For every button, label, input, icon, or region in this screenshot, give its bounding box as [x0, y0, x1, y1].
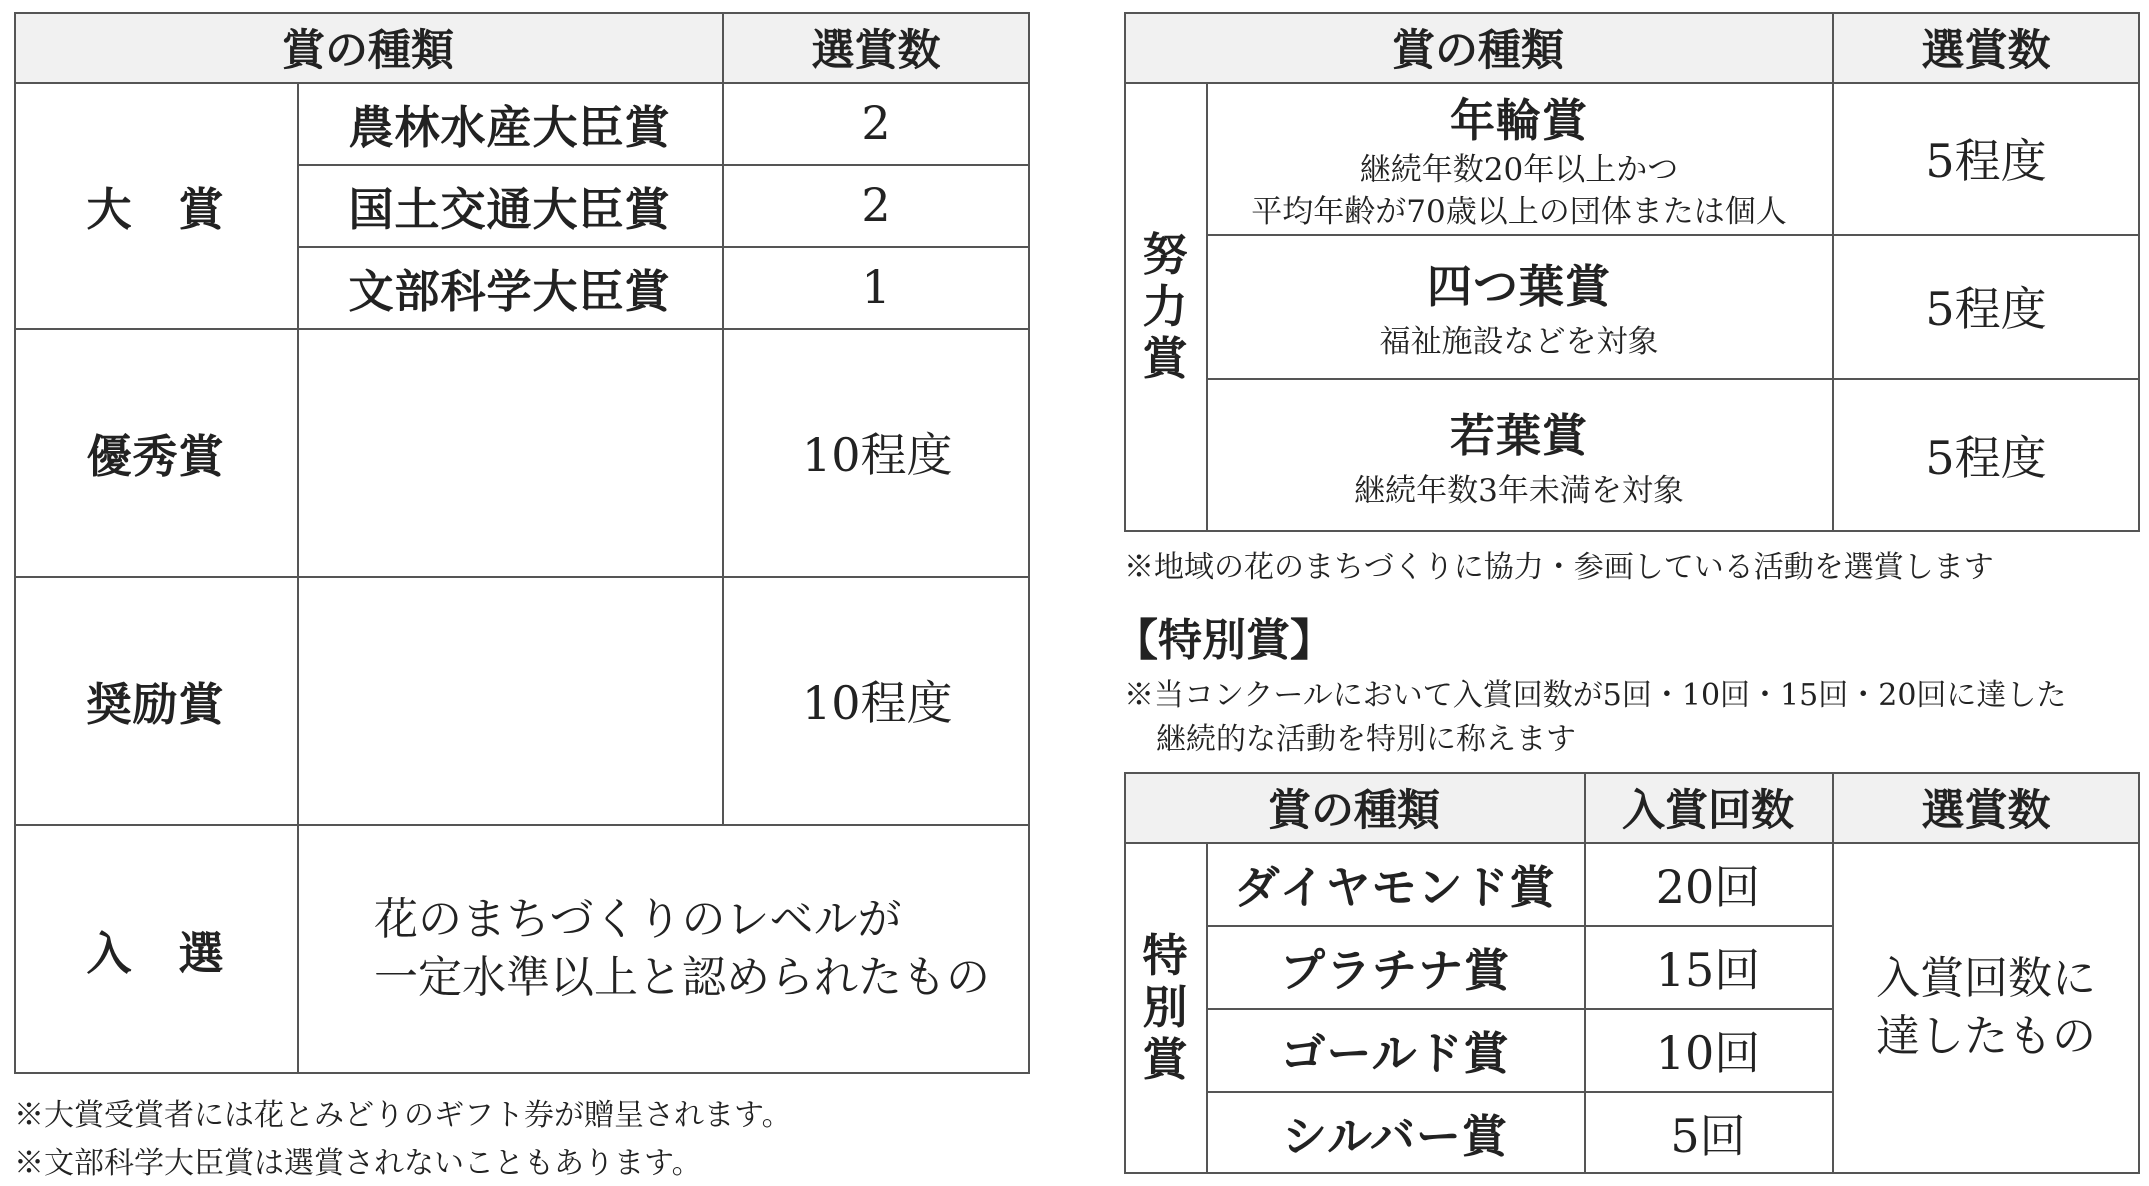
- minister-education-prize: 文部科学大臣賞: [348, 264, 671, 318]
- nenrin-prize: [1206, 82, 1832, 234]
- silver-prize: シルバー賞: [1282, 1110, 1508, 1163]
- special-awards-table: [1124, 772, 2140, 1174]
- selected-prize-label: 入 選: [86, 926, 225, 980]
- left-note-2: ※文部科学大臣賞は選賞されないこともあります。: [14, 1146, 702, 1181]
- excellence-prize-count: 10程度: [802, 428, 953, 482]
- gold-prize-wins: 10回: [1655, 1025, 1761, 1080]
- diamond-prize-wins: 20回: [1655, 859, 1761, 914]
- main-awards-table: [14, 12, 1030, 1074]
- left-note-1: ※大賞受賞者には花とみどりのギフト券が贈呈されます。: [14, 1098, 792, 1133]
- selected-description-line-2: 一定水準以上と認められたもの: [374, 952, 990, 1003]
- special-count-line-2: 達したもの: [1876, 1011, 2096, 1062]
- diamond-prize: ダイヤモンド賞: [1234, 861, 1556, 914]
- effort-prize-group-label: [1124, 82, 1206, 532]
- effort-awards-table: [1124, 12, 2140, 532]
- special-note-1: ※当コンクールにおいて入賞回数が5回・10回・15回・20回に達した: [1124, 678, 2067, 713]
- special-header-type: 賞の種類: [1124, 772, 1584, 842]
- yotsuba-prize-name: 四つ葉賞: [1426, 259, 1611, 313]
- effort-header-type: 賞の種類: [1124, 12, 1832, 82]
- special-label-char-3: 賞: [1142, 1033, 1188, 1086]
- header-award-type: 賞の種類: [14, 12, 722, 82]
- nenrin-prize-desc-2: 平均年齢が70歳以上の団体または個人: [1251, 193, 1787, 230]
- special-prize-heading: 【特別賞】: [1114, 615, 1334, 666]
- effort-note: ※地域の花のまちづくりに協力・参画している活動を選賞します: [1124, 550, 1994, 585]
- platinum-prize-wins: 15回: [1655, 942, 1761, 997]
- gold-prize: ゴールド賞: [1280, 1027, 1510, 1080]
- effort-header-count: 選賞数: [1832, 12, 2140, 82]
- special-label-char-2: 別: [1142, 981, 1188, 1034]
- wakaba-prize-name: 若葉賞: [1449, 408, 1588, 462]
- silver-prize-wins: 5回: [1670, 1108, 1746, 1163]
- wakaba-prize: [1206, 378, 1832, 532]
- yotsuba-prize-count: 5程度: [1925, 282, 2047, 336]
- minister-land-prize: 国土交通大臣賞: [348, 182, 671, 236]
- special-count-line-1: 入賞回数に: [1876, 953, 2096, 1004]
- yotsuba-prize: [1206, 234, 1832, 378]
- selected-prize-description: [297, 824, 1030, 1074]
- wakaba-prize-count: 5程度: [1925, 431, 2047, 485]
- special-label-char-1: 特: [1142, 929, 1188, 982]
- encouragement-prize-count: 10程度: [802, 676, 953, 730]
- effort-label-char-1: 努: [1142, 228, 1188, 281]
- yotsuba-prize-desc: 福祉施設などを対象: [1379, 323, 1659, 360]
- nenrin-prize-desc-1: 継続年数20年以上かつ: [1359, 151, 1679, 188]
- encouragement-prize-label: 奨励賞: [86, 677, 225, 731]
- special-prize-count: [1832, 842, 2140, 1174]
- platinum-prize: プラチナ賞: [1279, 944, 1510, 997]
- special-note-2: 継続的な活動を特別に称えます: [1156, 722, 1576, 757]
- grand-prize-label: 大 賞: [86, 182, 225, 236]
- nenrin-prize-count: 5程度: [1925, 134, 2047, 188]
- minister-education-count: 1: [861, 260, 891, 314]
- special-prize-group-label: [1124, 842, 1206, 1174]
- special-header-count: 選賞数: [1832, 772, 2140, 842]
- effort-label-char-3: 賞: [1142, 332, 1188, 385]
- special-header-wins: 入賞回数: [1584, 772, 1832, 842]
- minister-agriculture-count: 2: [861, 96, 891, 150]
- selected-description-line-1: 花のまちづくりのレベルが: [374, 894, 902, 945]
- minister-agriculture-prize: 農林水産大臣賞: [348, 100, 671, 154]
- nenrin-prize-name: 年輪賞: [1449, 93, 1588, 147]
- minister-land-count: 2: [861, 178, 891, 232]
- excellence-prize-label: 優秀賞: [86, 429, 225, 483]
- wakaba-prize-desc: 継続年数3年未満を対象: [1354, 472, 1684, 509]
- effort-label-char-2: 力: [1142, 280, 1188, 333]
- header-award-count: 選賞数: [722, 12, 1030, 82]
